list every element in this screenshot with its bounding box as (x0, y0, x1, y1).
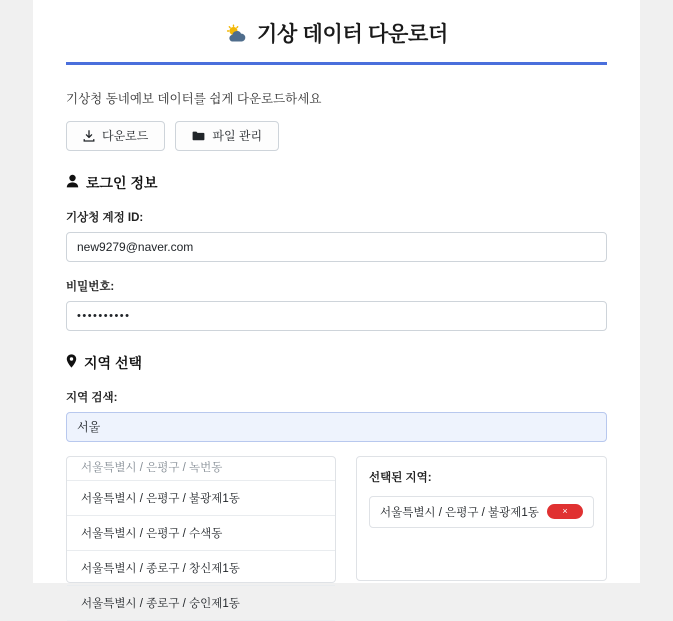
remove-region-button[interactable]: × (547, 504, 583, 519)
file-manage-button[interactable] (175, 121, 279, 151)
page-title (225, 22, 448, 47)
list-item[interactable]: 서울특별시 / 은평구 / 수색동 (67, 516, 335, 551)
password-label: 비밀번호: (66, 280, 115, 293)
list-item[interactable]: 서울특별시 / 종로구 / 창신제1동 (67, 551, 335, 586)
region-columns (66, 456, 607, 610)
download-button-label: 다운로드 (102, 128, 149, 143)
region-results-list[interactable] (66, 456, 336, 610)
page-header (66, 0, 607, 65)
list-item[interactable]: 서울특별시 / 종로구 / 숭인제1동 (67, 586, 335, 621)
list-item[interactable]: 서울특별시 / 은평구 / 녹번동 (67, 457, 335, 481)
page-subtitle: 기상청 동네예보 데이터를 쉽게 다운로드하세요 (66, 91, 322, 106)
region-search-label: 지역 검색: (66, 391, 118, 404)
list-item[interactable]: 서울특별시 / 은평구 / 불광제1동 (67, 481, 335, 516)
selected-region-chip (369, 496, 594, 528)
region-search-input[interactable] (66, 412, 607, 442)
page-container (33, 0, 640, 610)
selected-regions-title: 선택된 지역: (369, 471, 432, 484)
user-icon (66, 174, 79, 191)
login-section-title-text: 로그인 정보 (86, 174, 158, 191)
account-id-label: 기상청 계정 ID: (66, 211, 144, 224)
selected-region-label: 서울특별시 / 은평구 / 불광제1동 (380, 506, 539, 519)
toolbar (66, 121, 607, 151)
download-icon (83, 130, 95, 142)
cloud-sun-icon (225, 25, 249, 45)
map-pin-icon (66, 354, 77, 371)
account-id-input[interactable] (66, 232, 607, 262)
download-button[interactable] (66, 121, 165, 151)
folder-icon (192, 130, 205, 142)
region-section-title (66, 353, 607, 373)
file-manage-button-label: 파일 관리 (212, 128, 263, 143)
page-title-text: 기상 데이터 다운로더 (257, 23, 448, 46)
password-input[interactable] (66, 301, 607, 331)
region-section-title-text: 지역 선택 (84, 354, 142, 371)
login-section-title (66, 173, 607, 193)
selected-regions-panel (356, 456, 607, 581)
